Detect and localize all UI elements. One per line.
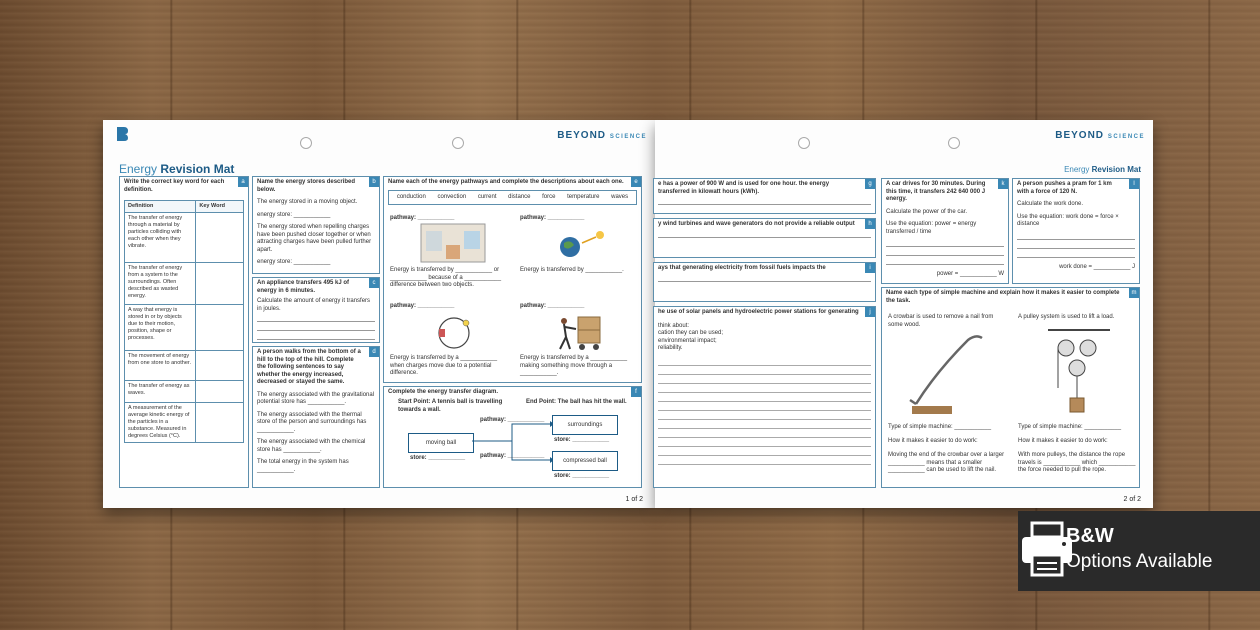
definition-cell: A way that energy is stored in or by objects due to their motion, position, shape or processes. <box>125 305 196 351</box>
box-letter: h <box>865 219 875 229</box>
question-text: A person walks from the bottom of a hill to the top of the hill. Complete the following sentences to say whether the energy increased, decreased or stayed the same. <box>257 349 361 385</box>
punch-hole <box>452 137 464 149</box>
definition-cell: A measurement of the average kinetic energy of the particles in a substance. Measured in degrees Celsius (°C). <box>125 403 196 443</box>
question-text: Complete the energy transfer diagram. <box>388 389 499 395</box>
answer-line[interactable] <box>658 375 871 384</box>
badge-subtitle: Options Available <box>1066 551 1213 572</box>
answer-cell[interactable] <box>196 351 244 381</box>
answer-line[interactable] <box>886 241 1004 247</box>
definition-table <box>124 200 244 443</box>
bw-options-badge <box>1018 511 1260 591</box>
pulley-answer[interactable]: With more pulleys, the distance the rope travels is ___________ which ___________ the force needed to pull the rope. <box>1018 452 1136 473</box>
answer-type[interactable]: Type of simple machine: ___________ <box>888 424 992 430</box>
answer-line[interactable] <box>658 411 871 420</box>
sun-earth-illustration <box>558 229 610 263</box>
store-box-moving-ball: moving ball <box>408 433 474 453</box>
pathway-description[interactable]: Energy is transferred by a ___________ when charges move due to a potential difference. <box>390 355 498 376</box>
sentence[interactable]: The energy associated with the gravitational potential store has ___________. <box>257 391 375 405</box>
trolley-push-illustration <box>552 313 608 353</box>
sub-question: Calculate the amount of energy it transfers in joules. <box>257 298 371 312</box>
answer-type[interactable]: Type of simple machine: ___________ <box>1018 424 1122 430</box>
box-letter: l <box>1129 179 1139 189</box>
question-box-f <box>383 386 642 488</box>
pathway-label[interactable]: pathway: ___________ <box>480 417 545 423</box>
definition-cell: The transfer of energy through a material by particles colliding with each other when they vibrate. <box>125 213 196 263</box>
box-letter: b <box>369 177 379 187</box>
table-header: Key Word <box>196 201 244 213</box>
store-box-compressed-ball: compressed ball <box>552 451 618 471</box>
store-label[interactable]: store: ___________ <box>410 455 466 461</box>
brand-logo: BEYOND SCIENCE <box>557 130 647 141</box>
answer-line[interactable] <box>658 393 871 402</box>
store-box-surroundings: surroundings <box>552 415 618 435</box>
end-point: End Point: The ball has hit the wall. <box>526 399 627 405</box>
beyond-logo-icon <box>115 126 129 142</box>
answer-line[interactable] <box>886 250 1004 256</box>
store-label[interactable]: store: ___________ <box>554 437 610 443</box>
answer-line[interactable] <box>658 438 871 447</box>
answer-line[interactable] <box>658 199 871 205</box>
brand-logo: BEYOND SCIENCE <box>1055 130 1145 141</box>
answer-line[interactable] <box>658 456 871 465</box>
answer-line[interactable] <box>658 384 871 393</box>
scenario-pulley: A pulley system is used to lift a load. <box>1018 314 1115 320</box>
word-chip: current <box>477 193 497 200</box>
question-box-i <box>653 262 876 302</box>
page-number: 2 of 2 <box>1123 496 1141 503</box>
badge-title: B&W <box>1066 525 1114 547</box>
answer-line[interactable] <box>257 334 375 340</box>
question-text: Name each of the energy pathways and complete the descriptions about each one. <box>388 179 624 185</box>
answer-line[interactable] <box>658 447 871 456</box>
definition-cell: The transfer of energy as waves. <box>125 381 196 403</box>
prompt-bullet: cation they can be used; <box>658 330 724 336</box>
word-chip: conduction <box>396 193 426 200</box>
box-letter: k <box>998 179 1008 189</box>
equation-text: Use the equation: power = energy transferred / time <box>886 221 977 235</box>
box-letter: m <box>1129 288 1139 298</box>
question-text: e has a power of 900 W and is used for one hour. the energy transferred in kilowatt hours (kWh). <box>658 181 830 195</box>
question-text: Write the correct key word for each definition. <box>124 179 225 193</box>
prompt-text: think about: <box>658 322 690 329</box>
question-box-j <box>653 306 876 488</box>
pathway-label[interactable]: pathway: ___________ <box>480 453 545 459</box>
answer-line[interactable] <box>886 259 1004 265</box>
answer-line[interactable]: power = ___________ W <box>936 271 1004 277</box>
how-label: How it makes it easier to do work: <box>1018 438 1108 444</box>
box-letter: d <box>369 347 379 357</box>
scenario-crowbar: A crowbar is used to remove a nail from some wood. <box>888 314 994 328</box>
sentence[interactable]: The energy associated with the thermal store of the person and surroundings has ___________. <box>257 411 367 433</box>
table-header: Definition <box>125 201 196 213</box>
answer-cell[interactable] <box>196 381 244 403</box>
word-bank <box>388 190 637 206</box>
question-box-k <box>881 178 1009 284</box>
box-letter: g <box>865 179 875 189</box>
answer-line[interactable] <box>658 420 871 429</box>
question-box-g <box>653 178 876 214</box>
question-box-d <box>252 346 380 488</box>
page-number: 1 of 2 <box>625 496 643 503</box>
question-text: ays that generating electricity from fossil fuels impacts the <box>658 265 826 271</box>
crowbar-answer[interactable]: Moving the end of the crowbar over a larger ___________ means that a smaller ___________ can be used to lift the nail. <box>888 452 1005 473</box>
answer-cell[interactable] <box>196 213 244 263</box>
question-box-c <box>252 277 380 343</box>
sub-question: Calculate the power of the car. <box>886 208 968 215</box>
answer-line[interactable] <box>658 429 871 438</box>
answer-line[interactable] <box>658 357 871 366</box>
prompt-bullet: environmental impact; <box>658 337 717 344</box>
question-box-e <box>383 176 642 383</box>
word-chip: waves <box>611 193 629 200</box>
box-letter: e <box>631 177 641 187</box>
answer-line[interactable]: work done = ___________ J <box>1059 263 1135 270</box>
box-letter: f <box>631 387 641 397</box>
punch-hole <box>948 137 960 149</box>
pathway-label[interactable]: pathway: ___________ <box>520 215 585 221</box>
sub-question: Calculate the work done. <box>1017 201 1084 207</box>
page-title: Energy Revision Mat <box>119 162 235 176</box>
question-box-b <box>252 176 380 274</box>
question-text: Name the energy stores described below. <box>257 179 356 193</box>
room-heater-illustration <box>420 223 486 263</box>
answer-line[interactable] <box>658 366 871 375</box>
equation-text: Use the equation: work done = force × distance <box>1017 213 1119 227</box>
pathway-label[interactable]: pathway: ___________ <box>390 303 455 309</box>
question-box-l <box>1012 178 1140 284</box>
question-text: y wind turbines and wave generators do not provide a reliable output <box>658 221 855 227</box>
box-letter: j <box>865 307 875 317</box>
sub-question: The energy stored when repelling charges have been pushed closer together or when attracting charges have been pulled further apart. <box>257 224 372 253</box>
answer-line[interactable]: energy store: ___________ <box>257 259 331 265</box>
word-chip: temperature <box>567 193 600 200</box>
box-letter: a <box>238 177 248 187</box>
question-box-a <box>119 176 249 488</box>
punch-hole <box>300 137 312 149</box>
box-letter: c <box>369 278 379 288</box>
answer-line[interactable] <box>257 316 375 322</box>
word-chip: convection <box>437 193 467 200</box>
how-label: How it makes it easier to do work: <box>888 438 978 444</box>
definition-cell: The movement of energy from one store to another. <box>125 351 196 381</box>
question-text: An appliance transfers 495 kJ of energy in 6 minutes. <box>257 280 350 294</box>
question-text: A car drives for 30 minutes. During this time, it transfers 242 640 000 J energy. <box>886 181 986 202</box>
start-point: Start Point: A tennis ball is travelling towards a wall. <box>398 399 503 413</box>
box-letter: i <box>865 263 875 273</box>
pathway-label[interactable]: pathway: ___________ <box>520 303 585 309</box>
sub-question: The energy stored in a moving object. <box>257 199 358 205</box>
question-text: Name each type of simple machine and explain how it makes it easier to complete the task. <box>886 290 1120 304</box>
circuit-illustration <box>434 313 474 353</box>
pathway-description[interactable]: Energy is transferred by ___________ or ___________ because of a ___________ difference between two objects. <box>390 267 502 288</box>
store-label[interactable]: store: ___________ <box>554 473 610 479</box>
question-box-h <box>653 218 876 258</box>
answer-cell[interactable] <box>196 263 244 305</box>
prompt-bullet: reliability. <box>658 345 683 351</box>
pathway-label[interactable]: pathway: ___________ <box>390 215 455 221</box>
answer-cell[interactable] <box>196 403 244 443</box>
page-title-small: Energy Revision Mat <box>1064 165 1141 174</box>
answer-line[interactable] <box>1017 252 1135 258</box>
question-text: A person pushes a pram for 1 km with a force of 120 N. <box>1017 181 1112 195</box>
pathway-description[interactable]: Energy is transferred by ___________. <box>520 267 624 273</box>
sentence[interactable]: The total energy in the system has ___________. <box>257 459 349 473</box>
punch-hole <box>798 137 810 149</box>
word-chip: distance <box>508 193 531 200</box>
answer-line[interactable] <box>658 402 871 411</box>
crowbar-illustration <box>906 332 996 418</box>
worksheet-page-2 <box>655 120 1153 508</box>
definition-cell: The transfer of energy from a system to the surroundings. Often described as wasted energy. <box>125 263 196 305</box>
worksheet-page-1 <box>103 120 655 508</box>
question-box-m <box>881 287 1140 488</box>
word-chip: force <box>542 193 556 200</box>
answer-line[interactable]: energy store: ___________ <box>257 211 331 218</box>
question-text: he use of solar panels and hydroelectric power stations for generating <box>658 309 859 315</box>
answer-line[interactable] <box>1017 243 1135 249</box>
answer-line[interactable] <box>257 325 375 331</box>
answer-cell[interactable] <box>196 305 244 351</box>
sentence[interactable]: The energy associated with the chemical store has ___________. <box>257 439 366 453</box>
answer-line[interactable] <box>658 232 871 238</box>
answer-line[interactable] <box>1017 234 1135 240</box>
answer-line[interactable] <box>658 276 871 282</box>
pathway-description[interactable]: Energy is transferred by a ___________ making something move through a ___________. <box>520 355 628 376</box>
pulley-illustration <box>1044 328 1114 418</box>
